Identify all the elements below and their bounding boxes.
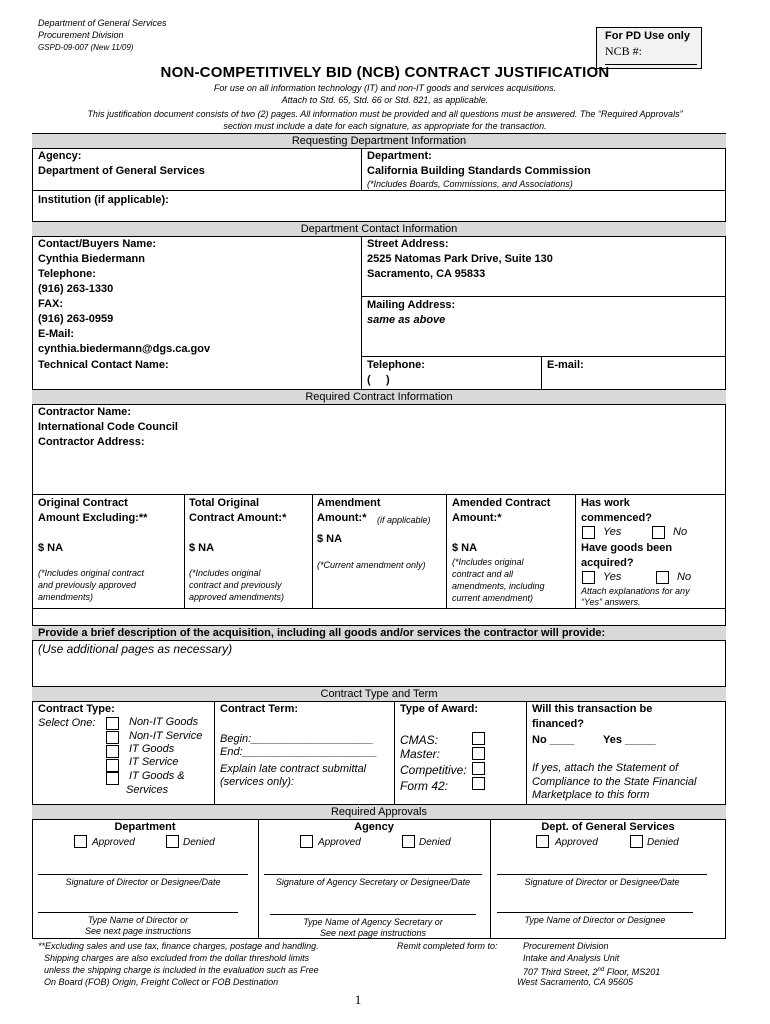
contractor-address-label: Contractor Address: <box>38 436 145 448</box>
telephone-label: Telephone: <box>38 268 96 280</box>
type-it-goods-label: IT Goods <box>129 743 175 755</box>
tech-telephone-label: Telephone: <box>367 359 425 371</box>
dept-signature-line[interactable]: Signature of Director or Designee/Date <box>38 874 248 888</box>
award-form42-label: Form 42: <box>400 779 449 793</box>
orig-amount-value[interactable]: $ NA <box>38 542 64 554</box>
award-type-label: Type of Award: <box>400 703 479 715</box>
financed-label-2: financed? <box>532 718 584 730</box>
dgs-approved-checkbox[interactable] <box>536 835 549 848</box>
financed-label-1: Will this transaction be <box>532 703 653 715</box>
amendment-note: (*Current amendment only) <box>317 560 426 570</box>
late-submittal-label-2: (services only): <box>220 776 294 788</box>
dgs-approved-label: Approved <box>555 837 598 848</box>
buyer-name-label: Contact/Buyers Name: <box>38 238 156 250</box>
total-amount-label-1: Total Original <box>189 497 260 509</box>
description-note: (Use additional pages as necessary) <box>38 642 233 656</box>
orig-amount-label-1: Original Contract <box>38 497 128 509</box>
technical-contact-label: Technical Contact Name: <box>38 359 169 371</box>
amended-value[interactable]: $ NA <box>452 542 478 554</box>
term-begin[interactable]: Begin:____________________ <box>220 733 374 745</box>
contract-info-bar: Required Contract Information <box>32 389 726 405</box>
orig-note-3: amendments) <box>38 592 94 602</box>
department-label: Department: <box>367 150 432 162</box>
tech-email-label: E-mail: <box>547 359 584 371</box>
approvals-bar: Required Approvals <box>32 804 726 820</box>
goods-acquired-label-2: acquired? <box>581 557 634 569</box>
dgs-signature-line[interactable]: Signature of Director or Designee/Date <box>497 874 707 888</box>
contractor-name-label: Contractor Name: <box>38 406 131 418</box>
pd-use-label: For PD Use only <box>605 30 690 42</box>
total-note-1: (*Includes original <box>189 568 261 578</box>
telephone-value[interactable]: (916) 263-1330 <box>38 283 114 295</box>
work-yes-label: Yes <box>603 526 622 538</box>
remit-address-3: 707 Third Street, 2nd Floor, MS201 <box>523 967 661 977</box>
award-master-label: Master: <box>400 747 441 761</box>
dept-denied-label: Denied <box>183 837 215 848</box>
approvals-dgs-header: Dept. of General Services <box>541 821 675 833</box>
award-form42-checkbox[interactable] <box>472 777 485 790</box>
contract-type-label: Contract Type: <box>38 703 115 715</box>
agency-type-name-instructions: See next page instructions <box>319 928 427 938</box>
description-bar <box>32 625 726 641</box>
dept-type-name-label: Type Name of Director or <box>87 915 189 925</box>
approvals-department-header: Department <box>114 821 176 833</box>
contact-info-bar: Department Contact Information <box>32 221 726 237</box>
attach-note-1: Attach explanations for any <box>581 586 690 596</box>
email-value[interactable]: cynthia.biedermann@dgs.ca.gov <box>38 343 211 355</box>
description-field[interactable] <box>34 658 724 685</box>
form-number: GSPD-09-007 (New 11/09) <box>38 43 134 52</box>
intro-line-3: This justification document consists of two (2) pages. All information must be provided and all questions must be answered. The “Required Approvals” <box>87 109 683 119</box>
fax-label: FAX: <box>38 298 64 310</box>
amendment-label-1: Amendment <box>317 497 381 509</box>
page-title: NON-COMPETITIVELY BID (NCB) CONTRACT JUSTIFICATION <box>160 64 610 81</box>
contract-type-bar: Contract Type and Term <box>32 686 726 702</box>
header-division: Procurement Division <box>38 30 124 40</box>
work-no-checkbox[interactable] <box>652 526 665 539</box>
amended-note-4: current amendment) <box>452 593 534 603</box>
agency-type-name-label: Type Name of Agency Secretary or <box>303 917 443 927</box>
goods-acquired-label-1: Have goods been <box>581 542 673 554</box>
award-cmas-checkbox[interactable] <box>472 732 485 745</box>
financed-yes[interactable]: Yes _____ <box>603 734 656 746</box>
total-note-2: contract and previously <box>189 580 282 590</box>
remit-label: Remit completed form to: <box>397 941 498 951</box>
type-non-it-service-checkbox[interactable] <box>106 731 119 744</box>
email-label: E-Mail: <box>38 328 75 340</box>
institution-field[interactable] <box>200 191 720 221</box>
agency-denied-checkbox[interactable] <box>402 835 415 848</box>
work-yes-checkbox[interactable] <box>582 526 595 539</box>
orig-note-1: (*Includes original contract <box>38 568 145 578</box>
orig-note-2: and previously approved <box>38 580 137 590</box>
approvals-agency-header: Agency <box>354 821 394 833</box>
buyer-name-value[interactable]: Cynthia Biedermann <box>38 253 145 265</box>
dgs-denied-label: Denied <box>647 837 679 848</box>
amended-note-1: (*Includes original <box>452 557 524 567</box>
department-value[interactable]: California Building Standards Commission <box>367 165 591 177</box>
intro-line-2: Attach to Std. 65, Std. 66 or Std. 821, as applicable. <box>281 95 489 105</box>
financed-note-3: Marketplace to this form <box>532 789 650 801</box>
type-it-goods-checkbox[interactable] <box>106 745 119 758</box>
contract-term-label: Contract Term: <box>220 703 299 715</box>
intro-line-1: For use on all information technology (IT) and non-IT goods and services acquisitions. <box>213 83 557 93</box>
agency-type-name-line[interactable] <box>270 914 476 939</box>
requesting-dept-bar: Requesting Department Information <box>32 133 726 149</box>
award-cmas-label: CMAS: <box>400 733 439 747</box>
mailing-address-value[interactable]: same as above <box>367 314 446 326</box>
remit-address-2: Intake and Analysis Unit <box>523 953 620 963</box>
dept-type-name-instructions: See next page instructions <box>84 926 192 936</box>
goods-yes-checkbox[interactable] <box>582 571 595 584</box>
amendment-label-2: Amount:* <box>317 512 367 524</box>
tech-telephone-value[interactable]: ( ) <box>367 374 390 386</box>
amendment-value[interactable]: $ NA <box>317 533 343 545</box>
type-it-goods-services-label-2: Services <box>126 784 169 796</box>
description-label: Provide a brief description of the acquisition, including all goods and/or services the contractor will provide: <box>38 627 606 639</box>
orig-amount-label-2: Amount Excluding:** <box>38 512 148 524</box>
footnote-line-1: **Excluding sales and use tax, finance charges, postage and handling. <box>38 941 319 951</box>
remit-address-4: West Sacramento, CA 95605 <box>517 977 634 987</box>
dgs-type-name-line[interactable]: Type Name of Director or Designee <box>497 912 693 926</box>
type-non-it-service-label: Non-IT Service <box>129 730 203 742</box>
financed-no[interactable]: No ____ <box>532 734 575 746</box>
type-it-service-checkbox[interactable] <box>106 759 119 772</box>
contractor-name-value[interactable]: International Code Council <box>38 421 178 433</box>
ncb-label: NCB #: <box>605 44 643 58</box>
page-number: 1 <box>354 992 362 1007</box>
intro-line-4: section must include a date for each signature, as appropriate for the transaction. <box>223 121 547 131</box>
dept-type-name-line[interactable] <box>38 912 238 937</box>
attach-note-2: “Yes” answers. <box>581 597 641 607</box>
work-no-label: No <box>673 526 688 538</box>
goods-no-label: No <box>677 571 692 583</box>
mailing-address-label: Mailing Address: <box>367 299 456 311</box>
header-dept: Department of General Services <box>38 18 167 28</box>
department-note: (*Includes Boards, Commissions, and Associations) <box>367 179 573 189</box>
work-commenced-label-1: Has work <box>581 497 630 509</box>
footnote-line-3: unless the shipping charge is included in the evaluation such as Free <box>44 965 319 975</box>
institution-label: Institution (if applicable): <box>38 194 169 206</box>
agency-value[interactable]: Department of General Services <box>38 165 205 177</box>
street-address-value[interactable]: 2525 Natomas Park Drive, Suite 130 <box>367 253 553 265</box>
award-master-checkbox[interactable] <box>472 747 485 760</box>
agency-approved-checkbox[interactable] <box>300 835 313 848</box>
goods-yes-label: Yes <box>603 571 622 583</box>
pd-use-box <box>596 27 702 69</box>
type-non-it-goods-checkbox[interactable] <box>106 717 119 730</box>
award-competitive-label: Competitive: <box>400 763 467 777</box>
select-one-label: Select One: <box>38 717 96 729</box>
goods-no-checkbox[interactable] <box>656 571 669 584</box>
dgs-denied-checkbox[interactable] <box>630 835 643 848</box>
late-submittal-label-1: Explain late contract submittal <box>220 763 367 775</box>
amended-note-2: contract and all <box>452 569 514 579</box>
amended-label-1: Amended Contract <box>452 497 551 509</box>
type-it-goods-services-label-1: IT Goods & <box>129 770 185 782</box>
remit-address-1: Procurement Division <box>523 941 609 951</box>
agency-approved-label: Approved <box>318 837 361 848</box>
total-note-3: approved amendments) <box>189 592 285 602</box>
agency-denied-label: Denied <box>419 837 451 848</box>
type-it-goods-services-checkbox[interactable] <box>106 772 119 785</box>
fax-value[interactable]: (916) 263-0959 <box>38 313 114 325</box>
award-competitive-checkbox[interactable] <box>472 762 485 775</box>
amended-note-3: amendments, including <box>452 581 545 591</box>
dept-approved-label: Approved <box>92 837 135 848</box>
term-end[interactable]: End:______________________ <box>220 746 378 758</box>
type-it-service-label: IT Service <box>129 756 179 768</box>
agency-label: Agency: <box>38 150 82 162</box>
type-non-it-goods-label: Non-IT Goods <box>129 716 199 728</box>
city-value[interactable]: Sacramento, CA 95833 <box>367 268 486 280</box>
dept-denied-checkbox[interactable] <box>166 835 179 848</box>
footnote-line-4: On Board (FOB) Origin, Freight Collect or FOB Destination <box>44 977 279 987</box>
financed-note-1: If yes, attach the Statement of <box>532 762 679 774</box>
street-address-label: Street Address: <box>367 238 449 250</box>
amendment-if-applicable: (if applicable) <box>377 515 431 525</box>
financed-note-2: Compliance to the State Financial <box>532 776 697 788</box>
total-amount-value[interactable]: $ NA <box>189 542 215 554</box>
footnote-line-2: Shipping charges are also excluded from the dollar threshold limits <box>44 953 310 963</box>
amended-label-2: Amount:* <box>452 512 502 524</box>
total-amount-label-2: Contract Amount:* <box>189 512 287 524</box>
dept-approved-checkbox[interactable] <box>74 835 87 848</box>
agency-signature-line[interactable]: Signature of Agency Secretary or Designee/Date <box>264 874 482 888</box>
work-commenced-label-2: commenced? <box>581 512 652 524</box>
